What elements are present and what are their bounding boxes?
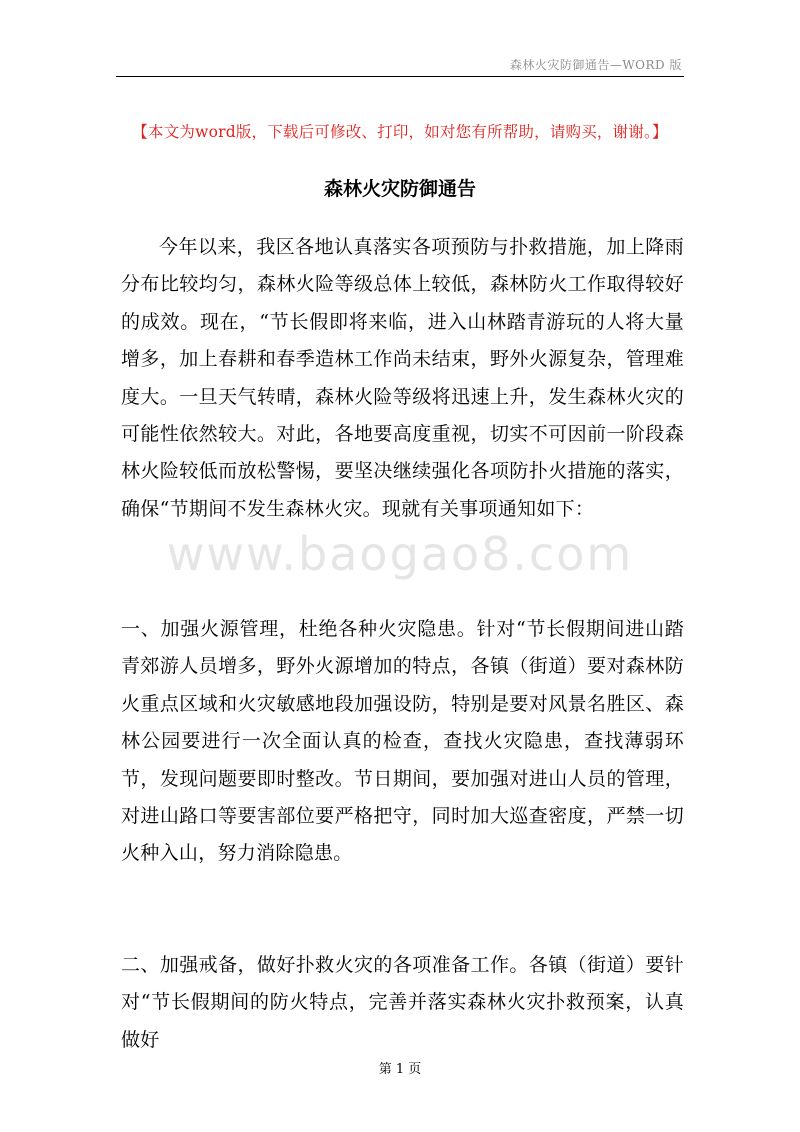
paragraph-intro: 今年以来，我区各地认真落实各项预防与扑救措施，加上降雨分布比较均匀，森林火险等级总体上较低，森林防火工作取得较好的成效。现在，“节长假即将来临，进入山林踏青游玩的人将大量增多，加上春耕和春季造林工作尚未结束，野外火源复杂，管理难度大。一旦天气转晴，森林火险等级将迅速上升，发生森林火灾的可能性依然较大。对此，各地要高度重视，切实不可因前一阶段森林火险较低而放松警惕，要坚决继续强化各项防扑火措施的落实，确保“节期间不发生森林火灾。现就有关事项通知如下： <box>121 236 684 520</box>
purchase-notice: 【本文为word版，下载后可修改、打印，如对您有所帮助，请购买，谢谢。】 <box>132 123 668 141</box>
document-title: 森林火灾防御通告 <box>323 178 476 200</box>
running-header: 森林火灾防御通告—WORD 版 <box>509 58 682 72</box>
paragraph-section-two: 二、加强戒备，做好扑救火灾的各项准备工作。各镇（街道）要针对“节长假期间的防火特点，完善并落实森林火灾扑救预案，认真做好 <box>121 954 684 1051</box>
paragraph-section-one: 一、加强火源管理，杜绝各种火灾隐患。针对“节长假期间进山踏青郊游人员增多，野外火源增加的特点，各镇（街道）要对森林防火重点区域和火灾敏感地段加强设防，特别是要对风景名胜区、森林公园要进行一次全面认真的检查，查找火灾隐患，查找薄弱环节，发现问题要即时整改。节日期间，要加强对进山人员的管理，对进山路口等要害部位要严格把守，同时加大巡查密度，严禁一切火种入山，努力消除隐患。 <box>121 618 684 865</box>
page-number: 第 1 页 <box>378 1062 422 1077</box>
watermark: www.baogao8.com <box>166 527 634 581</box>
header-divider <box>116 76 684 77</box>
